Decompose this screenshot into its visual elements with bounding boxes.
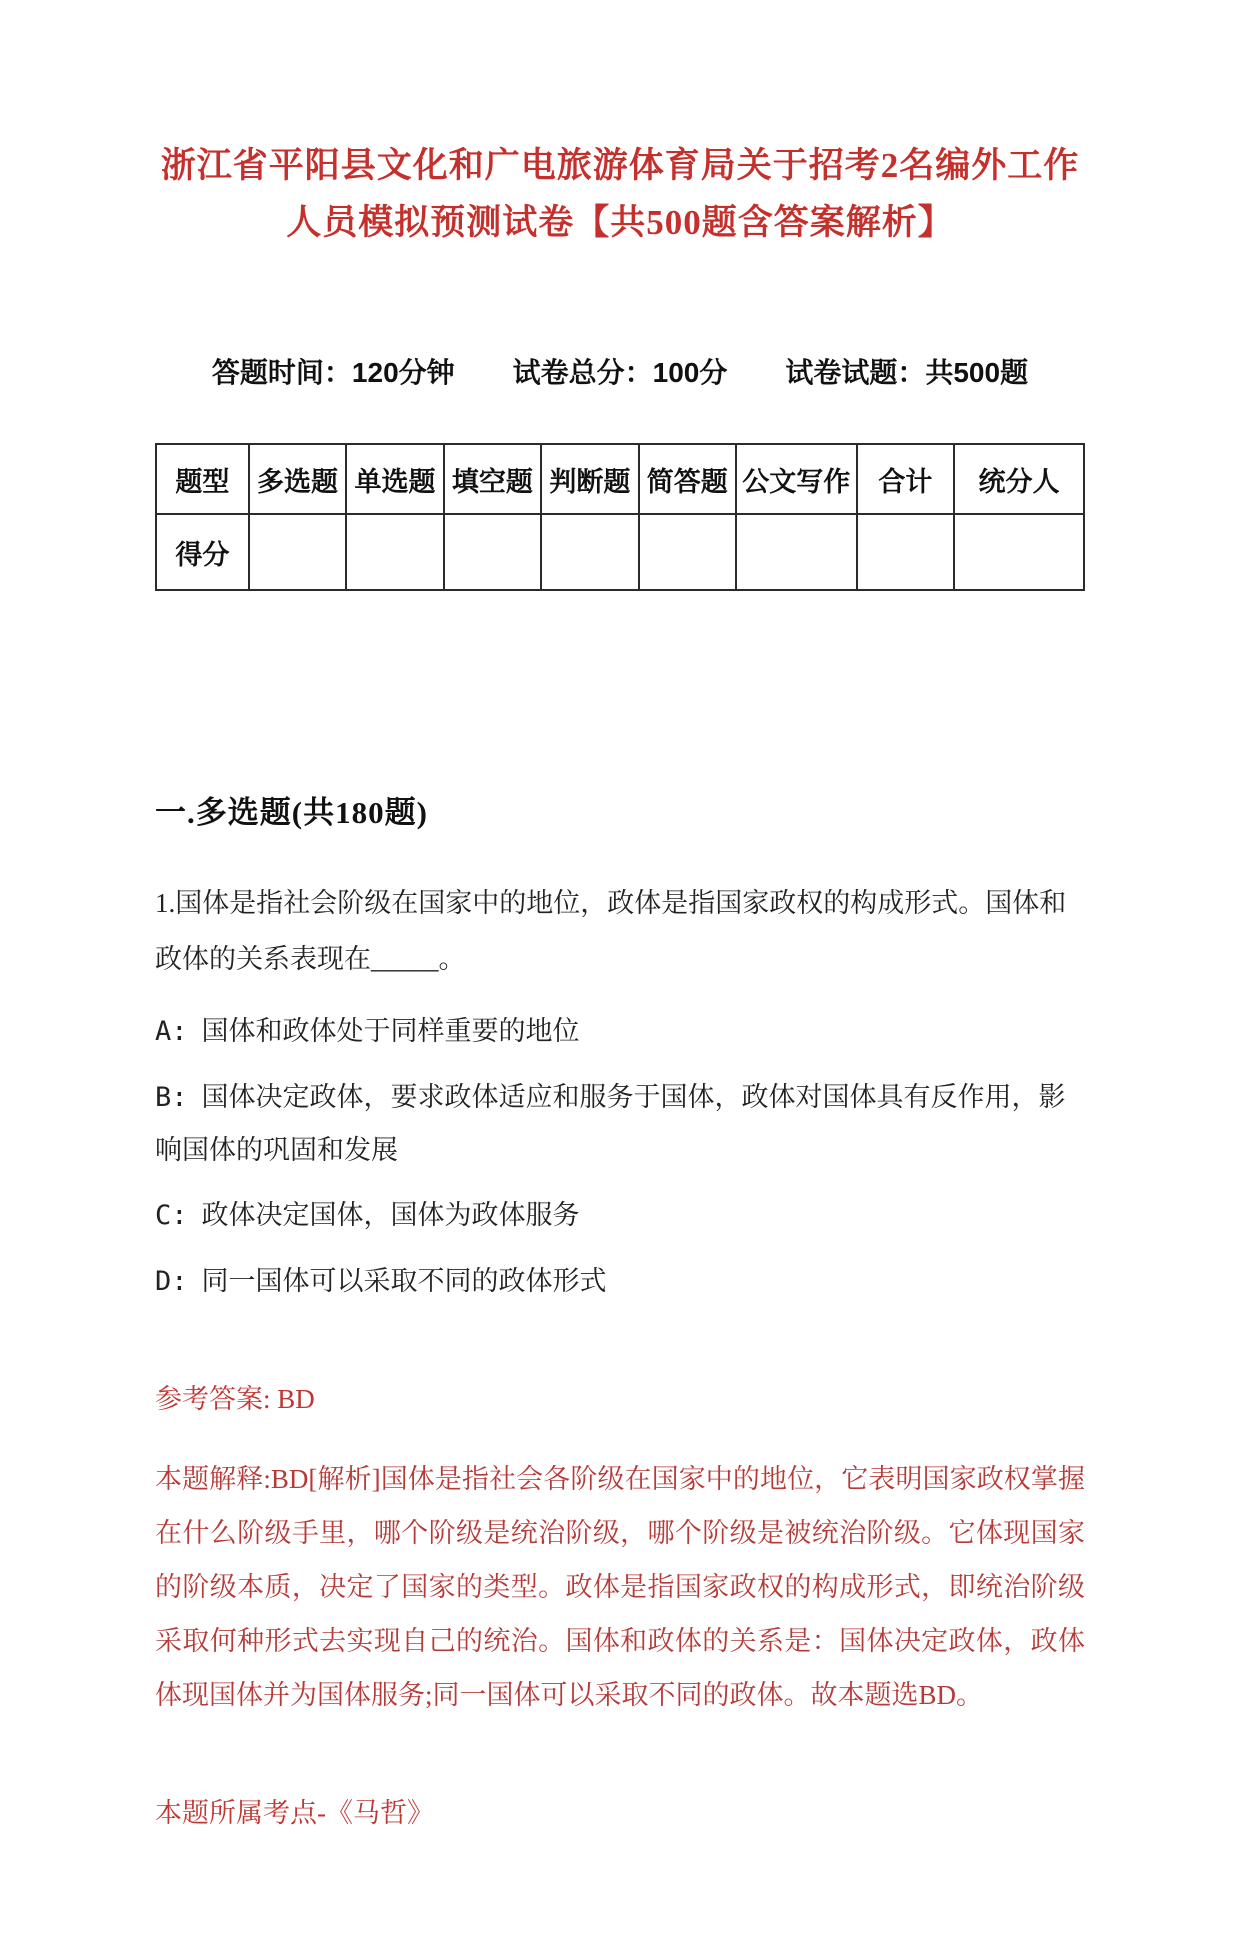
table-header-total: 合计 xyxy=(857,444,954,514)
score-cell-empty xyxy=(346,514,443,590)
option-c xyxy=(155,1189,1085,1243)
score-table xyxy=(155,443,1085,591)
score-cell-empty xyxy=(249,514,346,590)
option-c-label: C: xyxy=(155,1199,188,1231)
meta-answer-time: 答题时间：120分钟 xyxy=(211,357,455,389)
meta-question-count: 试卷试题：共500题 xyxy=(785,357,1029,389)
option-b-label: B: xyxy=(155,1081,188,1113)
question-1-options xyxy=(155,1005,1085,1308)
topic-note: 本题所属考点-《马哲》 xyxy=(155,1797,434,1828)
score-cell-empty xyxy=(857,514,954,590)
exam-meta-row xyxy=(155,351,1085,391)
option-c-text: 政体决定国体，国体为政体服务 xyxy=(201,1199,580,1230)
table-header-official-writing: 公文写作 xyxy=(736,444,857,514)
score-cell-empty xyxy=(444,514,541,590)
reference-answer: 参考答案: BD xyxy=(155,1384,315,1415)
score-cell-empty xyxy=(639,514,736,590)
answer-explanation: 本题解释:BD[解析]国体是指社会各阶级在国家中的地位，它表明国家政权掌握在什么阶级手里，哪个阶级是统治阶级，哪个阶级是被统治阶级。它体现国家的阶级本质，决定了国家的类型。政体是指国家政权的构成形式，即统治阶级采取何种形式去实现自己的统治。国体和政体的关系是：国体决定政体，政体体现国体并为国体服务;同一国体可以采取不同的政体。故本题选BD。 xyxy=(155,1463,1085,1710)
table-header-multi-choice: 多选题 xyxy=(249,444,346,514)
table-header-question-type: 题型 xyxy=(156,444,249,514)
option-d xyxy=(155,1255,1085,1309)
option-a-text: 国体和政体处于同样重要的地位 xyxy=(201,1016,580,1047)
exam-title: 浙江省平阳县文化和广电旅游体育局关于招考2名编外工作人员模拟预测试卷【共500题含答案解析】 xyxy=(160,146,1080,242)
meta-total-score: 试卷总分：100分 xyxy=(512,357,728,389)
score-cell-empty xyxy=(736,514,857,590)
section-heading-multi-choice: 一.多选题(共180题) xyxy=(155,795,428,831)
option-b xyxy=(155,1071,1085,1177)
option-d-text: 同一国体可以采取不同的政体形式 xyxy=(201,1265,607,1296)
question-1-text: 1.国体是指社会阶级在国家中的地位，政体是指国家政权的构成形式。国体和政体的关系表现在_____。 xyxy=(155,888,1067,974)
score-cell-empty xyxy=(541,514,638,590)
option-b-text: 国体决定政体，要求政体适应和服务于国体，政体对国体具有反作用，影响国体的巩固和发展 xyxy=(155,1081,1066,1166)
option-d-label: D: xyxy=(155,1265,188,1297)
option-a xyxy=(155,1005,1085,1059)
score-cell-empty xyxy=(954,514,1084,590)
table-header-single-choice: 单选题 xyxy=(346,444,443,514)
score-table-header-row xyxy=(156,444,1084,514)
table-header-true-false: 判断题 xyxy=(541,444,638,514)
option-a-label: A: xyxy=(155,1016,188,1048)
table-header-short-answer: 简答题 xyxy=(639,444,736,514)
table-header-score-counter: 统分人 xyxy=(954,444,1084,514)
score-table-score-row xyxy=(156,514,1084,590)
score-row-label: 得分 xyxy=(156,514,249,590)
table-header-fill-blank: 填空题 xyxy=(444,444,541,514)
